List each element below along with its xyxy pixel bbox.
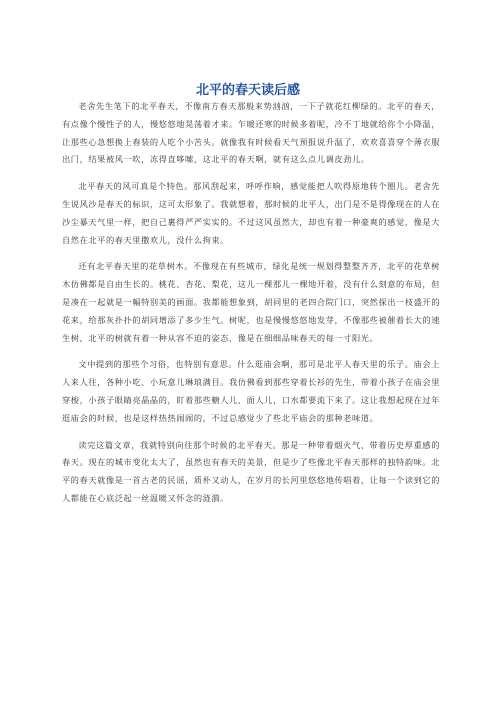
paragraph: 读完这篇文章，我就特别向往那个时候的北平春天。那是一种带着烟火气、带着历史厚重感的春天。现在的城市变化太大了，虽然也有春天的美景，但是少了些像北平春天那样的独特韵味。北平的春天就像是一首古老的民谣，质朴又动人，在岁月的长河里悠悠地传唱着，让每一个读到它的人都能在心底泛起一丝温暖又怀念的涟漪。 — [62, 439, 440, 503]
paragraph: 老舍先生笔下的北平春天，不像南方春天那般来势汹汹，一下子就花红柳绿的。北平的春天，有点像个慢性子的人，慢悠悠地晃荡着才来。乍暖还寒的时候多着呢，冷不丁地就给你个小降温，让那些心急想换上春装的人吃个小苦头。就像我有时候看天气预报说升温了，欢欢喜喜穿个薄衣服出门，结果被风一吹，冻得直哆嗦，这北平的春天啊，就有这么点儿调皮劲儿。 — [62, 101, 440, 165]
paragraph: 北平春天的风可真是个特色。那风刮起来，呼呼作响，感觉能把人吹得原地转个圈儿。老舍先生说风沙是春天的标识，这可太形象了。我就想着，那时候的北平人，出门是不是得像现在的人在沙尘暴天气里一样，把自己裹得严严实实的。不过这风虽然大，却也有着一种豪爽的感觉，像是大自然在北平的春天里撒欢儿，没什么拘束。 — [62, 181, 440, 245]
document-title: 北平的春天读后感 — [195, 83, 300, 98]
paragraph: 还有北平春天里的花草树木。不像现在有些城市，绿化是统一规划得整整齐齐，北平的花草树木仿佛都是自由生长的。桃花、杏花、梨花，这儿一棵那儿一棵地开着，没有什么刻意的布局，但是凑在一起就是一幅特别美的画面。我都能想象到，胡同里的老四合院门口，突然探出一枝盛开的花来，给那灰扑扑的胡同增添了多少生气。树呢，也是慢慢悠悠地发芽，不像那些被催着长大的速生树，北平的树就有着一种从容不迫的姿态，像是在细细品味春天的每一寸阳光。 — [62, 261, 440, 343]
document-body — [62, 98, 440, 517]
paragraph: 文中提到的那些个习俗，也特别有意思。什么逛庙会啊，那可是北平人春天里的乐子。庙会上人来人往，各种小吃、小玩意儿琳琅满目。我仿佛看到那些穿着长衫的先生，带着小孩子在庙会里穿梭，小孩子眼睛亮晶晶的，盯着那些糖人儿、面人儿，口水都要流下来了。这让我想起现在过年逛庙会的时候，也是这样热热闹闹的，不过总感觉少了些北平庙会的那种老味道。 — [62, 359, 440, 423]
